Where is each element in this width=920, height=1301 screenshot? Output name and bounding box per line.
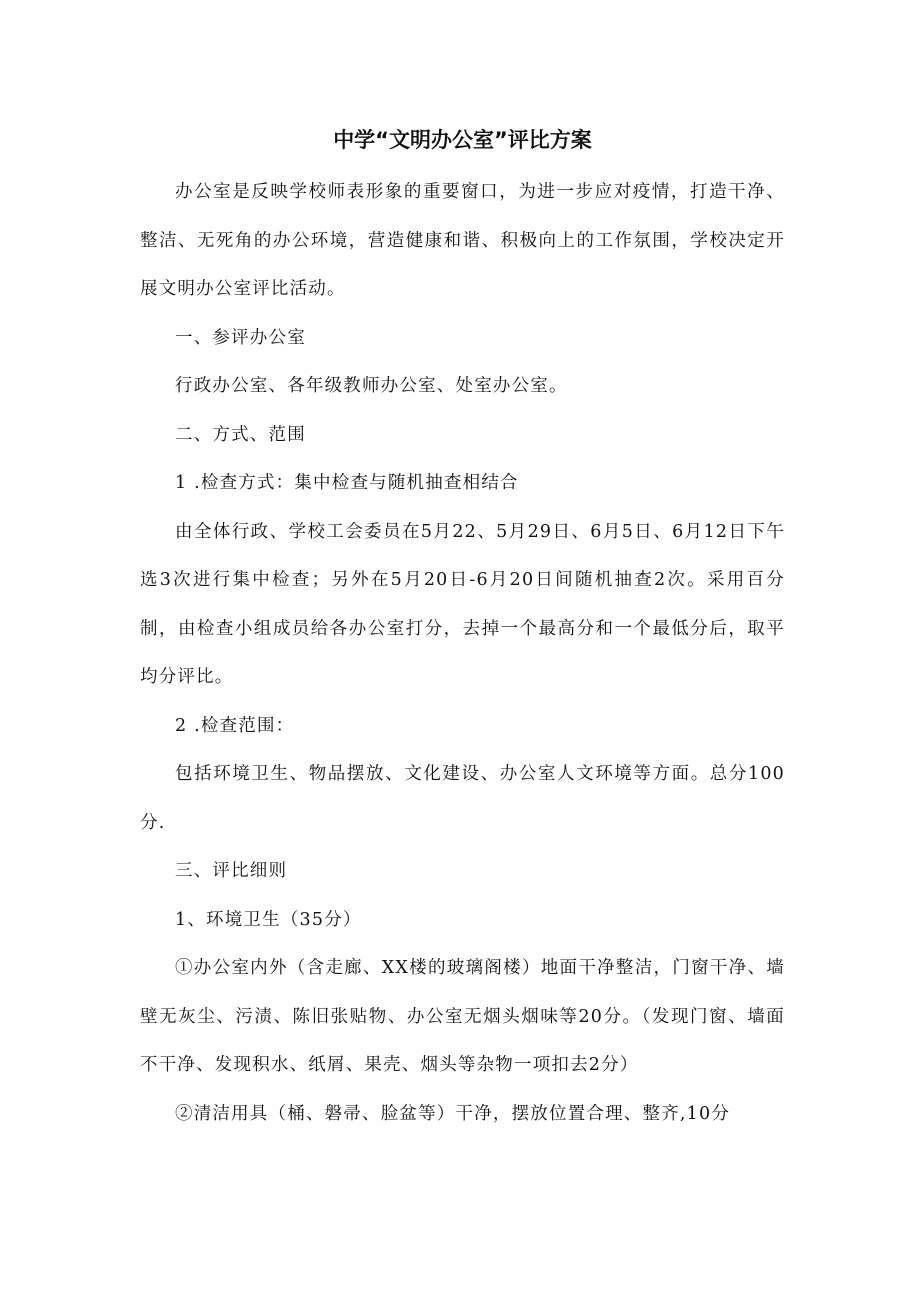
section2-item2-body: 包括环境卫生、物品摆放、文化建设、办公室人文环境等方面。总分100分. <box>140 764 785 833</box>
section2-item1-body: 由全体行政、学校工会委员在5月22、5月29日、6月5日、6月12日下午选3次进行集中检查；另外在5月20日-6月20日间随机抽查2次。采用百分制，由检查小组成员给各办公室打分，去掉一个最高分和一个最低分后，取平均分评比。 <box>140 521 785 687</box>
section3-heading: 三、评比细则 <box>175 861 288 881</box>
intro-paragraph: 办公室是反映学校师表形象的重要窗口，为进一步应对疫情，打造干净、整洁、无死角的办公环境，营造健康和谐、积极向上的工作氛围，学校决定开展文明办公室评比活动。 <box>140 182 785 299</box>
section3-rule2: ②清洁用具（桶、磐帚、脸盆等）干净，摆放位置合理、整齐,10分 <box>175 1103 731 1124</box>
section2-item2-heading: 2 .检查范围： <box>175 715 295 736</box>
section3-rule1: ①办公室内外（含走廊、XX楼的玻璃阁楼）地面干净整洁，门窗干净、墙壁无灰尘、污渍、陈旧张贴物、办公室无烟头烟味等20分。（发现门窗、墙面不干净、发现积水、纸屑、果壳、烟头等杂物一项扣去2分） <box>140 958 785 1075</box>
section1-body: 行政办公室、各年级教师办公室、处室办公室。 <box>175 376 568 396</box>
section2-item1-heading: 1 .检查方式：集中检查与随机抽查相结合 <box>175 473 519 493</box>
section2-heading: 二、方式、范围 <box>175 424 306 445</box>
document-page <box>140 118 785 1138</box>
section1-heading: 一、参评办公室 <box>175 327 306 348</box>
document-title: 中学“文明办公室”评比方案 <box>333 128 592 152</box>
section3-item1-heading: 1、环境卫生（35分） <box>175 909 362 930</box>
